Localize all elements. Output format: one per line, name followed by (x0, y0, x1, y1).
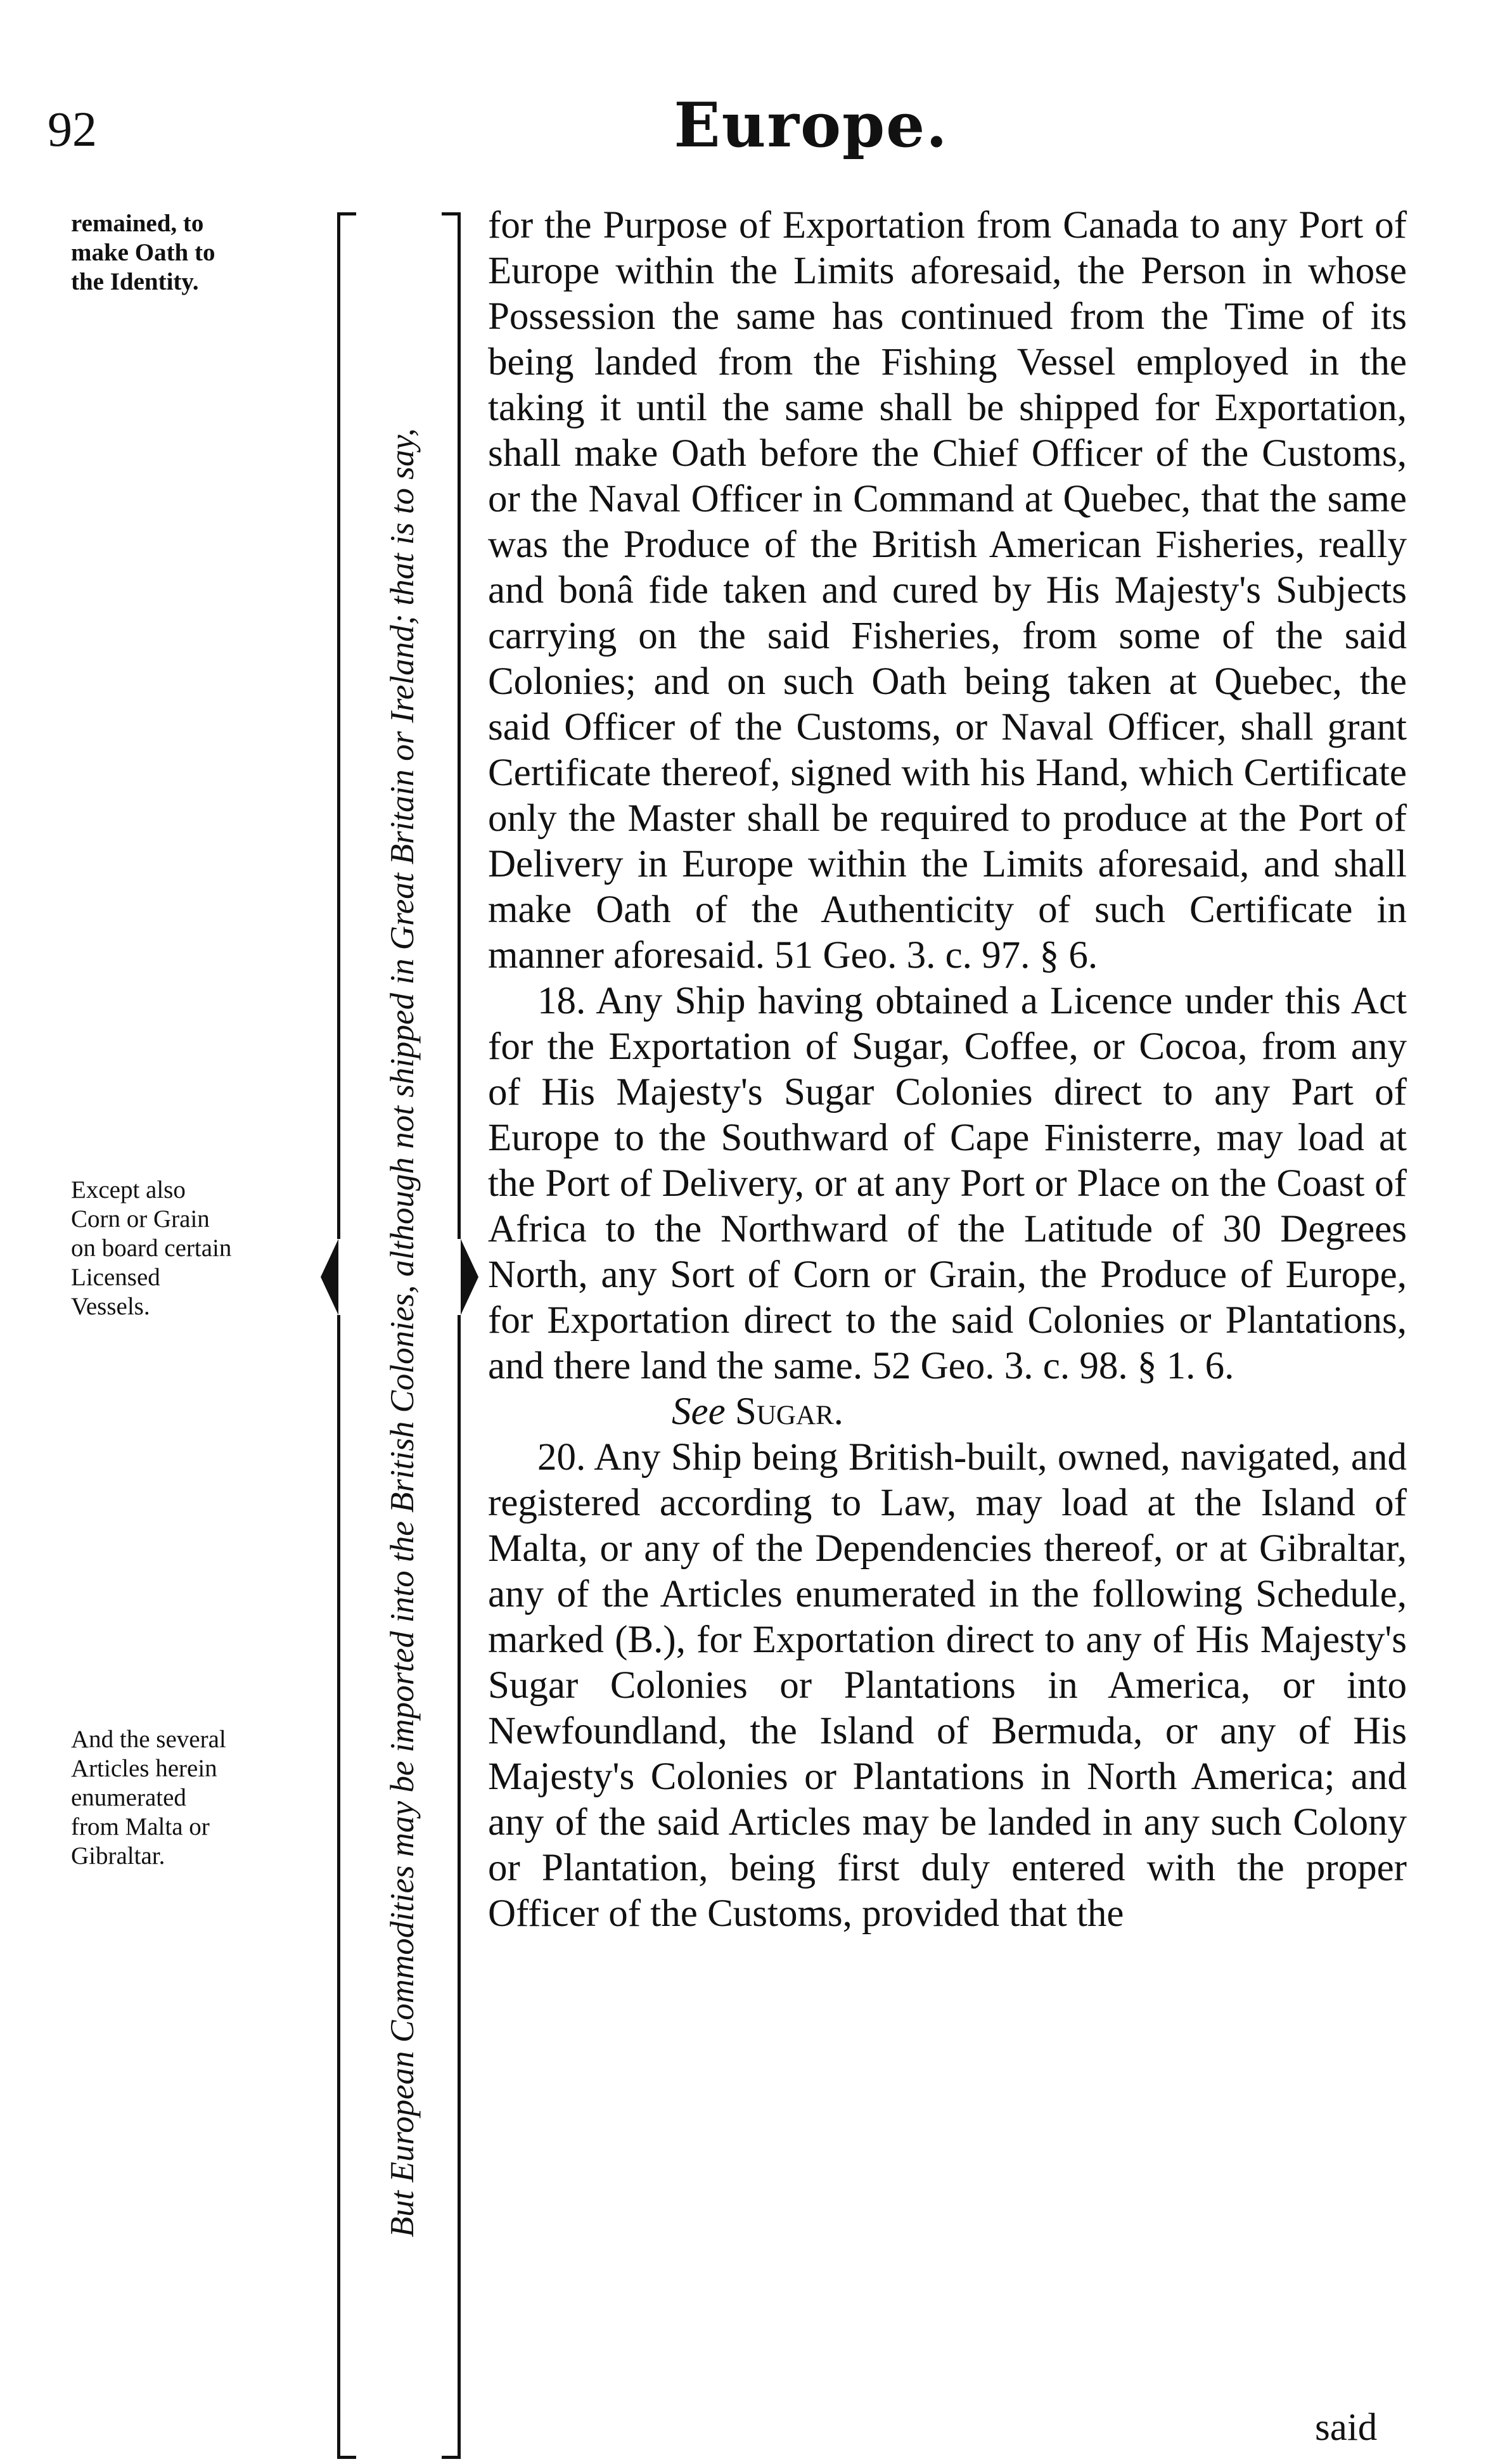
paragraph-18: 18. Any Ship having obtained a Licence under this Act for the Exportation of Sugar, Coffee, or Cocoa, from any of His Majesty's Sugar Colonies direct to any Part of Europe to the Southward of Cape Finisterre, may load at the Port of Delivery, or at any Port or Place on the Coast of Africa to the Northward of the Latitude of 30 Degrees North, any Sort of Corn or Grain, the Produce of Europe, for Exportation direct to the said Colonies or Plantations, and there land the same. 52 Geo. 3. c. 98. § 1. 6. (488, 980, 1407, 1387)
margin-note-line: Corn or Grain (71, 1205, 210, 1233)
margin-note-line: And the several (71, 1726, 226, 1753)
margin-note-line: remained, to (71, 210, 204, 237)
margin-note-line: enumerated (71, 1784, 186, 1811)
see-reference: Sugar. (734, 1390, 843, 1433)
margin-note-identity (71, 209, 324, 297)
right-bracket-cap (442, 2456, 461, 2459)
left-bracket-rule (337, 212, 340, 1239)
margin-note-line: make Oath to (71, 239, 215, 266)
right-bracket-rule (458, 1315, 461, 2459)
cross-reference (488, 1389, 1407, 1435)
page-number: 92 (48, 101, 97, 157)
right-bracket-rule (458, 212, 461, 1239)
margin-note-line: Articles herein (71, 1755, 217, 1782)
left-bracket-cap (337, 212, 356, 215)
left-bracket-cap (337, 2456, 356, 2459)
margin-note-line: Licensed (71, 1264, 160, 1291)
left-bracket-point (321, 1239, 338, 1315)
right-bracket-cap (442, 212, 461, 215)
right-bracket-point (461, 1239, 478, 1315)
margin-note-line: on board certain (71, 1235, 232, 1262)
catchword: said (1315, 2406, 1378, 2449)
margin-note-malta-gibraltar (71, 1725, 324, 1871)
paragraph-canada-oath: for the Purpose of Exportation from Canada to any Port of Europe within the Limits aforesaid, the Person in whose Possession the same has continued from the Time of its being landed from the Fishing Vessel employed in the taking it until the same shall be shipped for Exportation, shall make Oath before the Chief Officer of the Customs, or the Naval Officer in Command at Quebec, that the same was the Produce of the British American Fisheries, really and bonâ fide taken and cured by His Majesty's Subjects carrying on the said Fisheries, from some of the said Colonies; and on such Oath being taken at Quebec, the said Officer of the Customs, or Naval Officer, shall grant Certificate thereof, signed with his Hand, which Certificate only the Master shall be required to produce at the Port of Delivery in Europe within the Limits aforesaid, and shall make Oath of the Authenticity of such Certificate in manner aforesaid. 51 Geo. 3. c. 97. § 6. (488, 204, 1407, 977)
margin-note-corn-grain (71, 1176, 324, 1321)
main-text (488, 203, 1407, 1937)
margin-note-line: Except also (71, 1176, 186, 1203)
margin-note-line: the Identity. (71, 268, 199, 295)
margin-note-line: from Malta or (71, 1813, 210, 1840)
running-head: Europe. (674, 89, 949, 161)
left-bracket-rule (337, 1315, 340, 2459)
see-prefix: See (672, 1390, 726, 1433)
paragraph-20: 20. Any Ship being British-built, owned, navigated, and registered according to Law, may load at the Island of Malta, or any of the Dependencies thereof, or at Gibraltar, any of the Articles enumerated in the following Schedule, marked (B.), for Exportation direct to any of His Majesty's Sugar Colonies or Plantations in America, or into Newfoundland, the Island of Bermuda, or any of His Majesty's Colonies or Plantations in North America; and any of the said Articles may be landed in any such Colony or Plantation, being first duly entered with the proper Officer of the Customs, provided that the (488, 1436, 1407, 1935)
margin-note-line: Gibraltar. (71, 1842, 165, 1870)
margin-note-line: Vessels. (71, 1293, 150, 1320)
side-note-text: But European Commodities may be imported into the British Colonies, although not shipped in Great Britain or Ireland; that is to say, (384, 428, 421, 2237)
side-note (364, 209, 440, 2456)
